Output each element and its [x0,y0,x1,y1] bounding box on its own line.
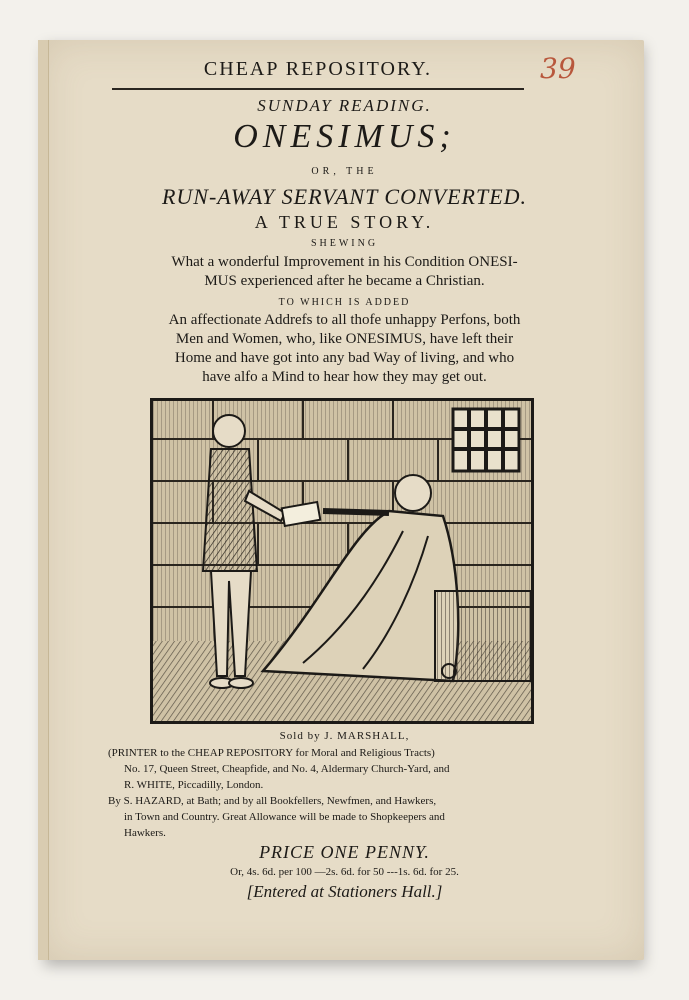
address-line-3: Home and have got into any bad Way of living, and who [174,350,515,366]
address-line-1: An affectionate Addrefs to all thofe unhappy Perfons, both [168,312,521,328]
address-line-4: have alfo a Mind to hear how they may get out. [202,369,487,385]
description-line-1: What a wonderful Improvement in his Condition ONESI- [171,254,518,270]
run-away-servant: RUN-AWAY SERVANT CONVERTED. [161,184,528,209]
price-label: PRICE ONE PENNY. [259,842,430,862]
woodcut-illustration [150,398,534,724]
imprint-line-1: (PRINTER to the CHEAP REPOSITORY for Moral and Religious Tracts) [108,747,435,759]
bulk-pricing: Or, 4s. 6d. per 100 —2s. 6d. for 50 ---1s. 6d. for 25. [230,866,459,878]
folio-number: 39 [540,52,576,85]
sold-by-line: Sold by J. MARSHALL, [279,730,410,742]
imprint-line-5: in Town and Country. Great Allowance will be made to Shopkeepers and [124,811,445,823]
entered-at-stationers-hall: [Entered at Stationers Hall.] [246,882,443,901]
address-line-2: Men and Women, who, like ONESIMUS, have left their [175,331,514,347]
imprint-line-2: No. 17, Queen Street, Cheapfide, and No. 4, Aldermary Church-Yard, and [124,763,450,775]
description-line-2: MUS experienced after he became a Christian. [204,273,485,289]
imprint-line-4: By S. HAZARD, at Bath; and by all Bookfellers, Newfmen, and Hawkers, [108,795,437,807]
to-which-is-added: TO WHICH IS ADDED [278,297,411,308]
woodcut-scene [153,401,531,721]
imprint-line-6: Hawkers. [124,827,166,839]
header-rule [112,88,524,90]
sunday-reading: SUNDAY READING. [257,96,432,115]
shewing: SHEWING [310,238,379,249]
true-story: A TRUE STORY. [254,212,435,232]
series-header: CHEAP REPOSITORY. [203,58,433,80]
or-the: OR, THE [311,166,378,177]
tract-title: ONESIMUS; [233,118,456,155]
imprint-line-3: R. WHITE, Piccadilly, London. [124,779,264,791]
